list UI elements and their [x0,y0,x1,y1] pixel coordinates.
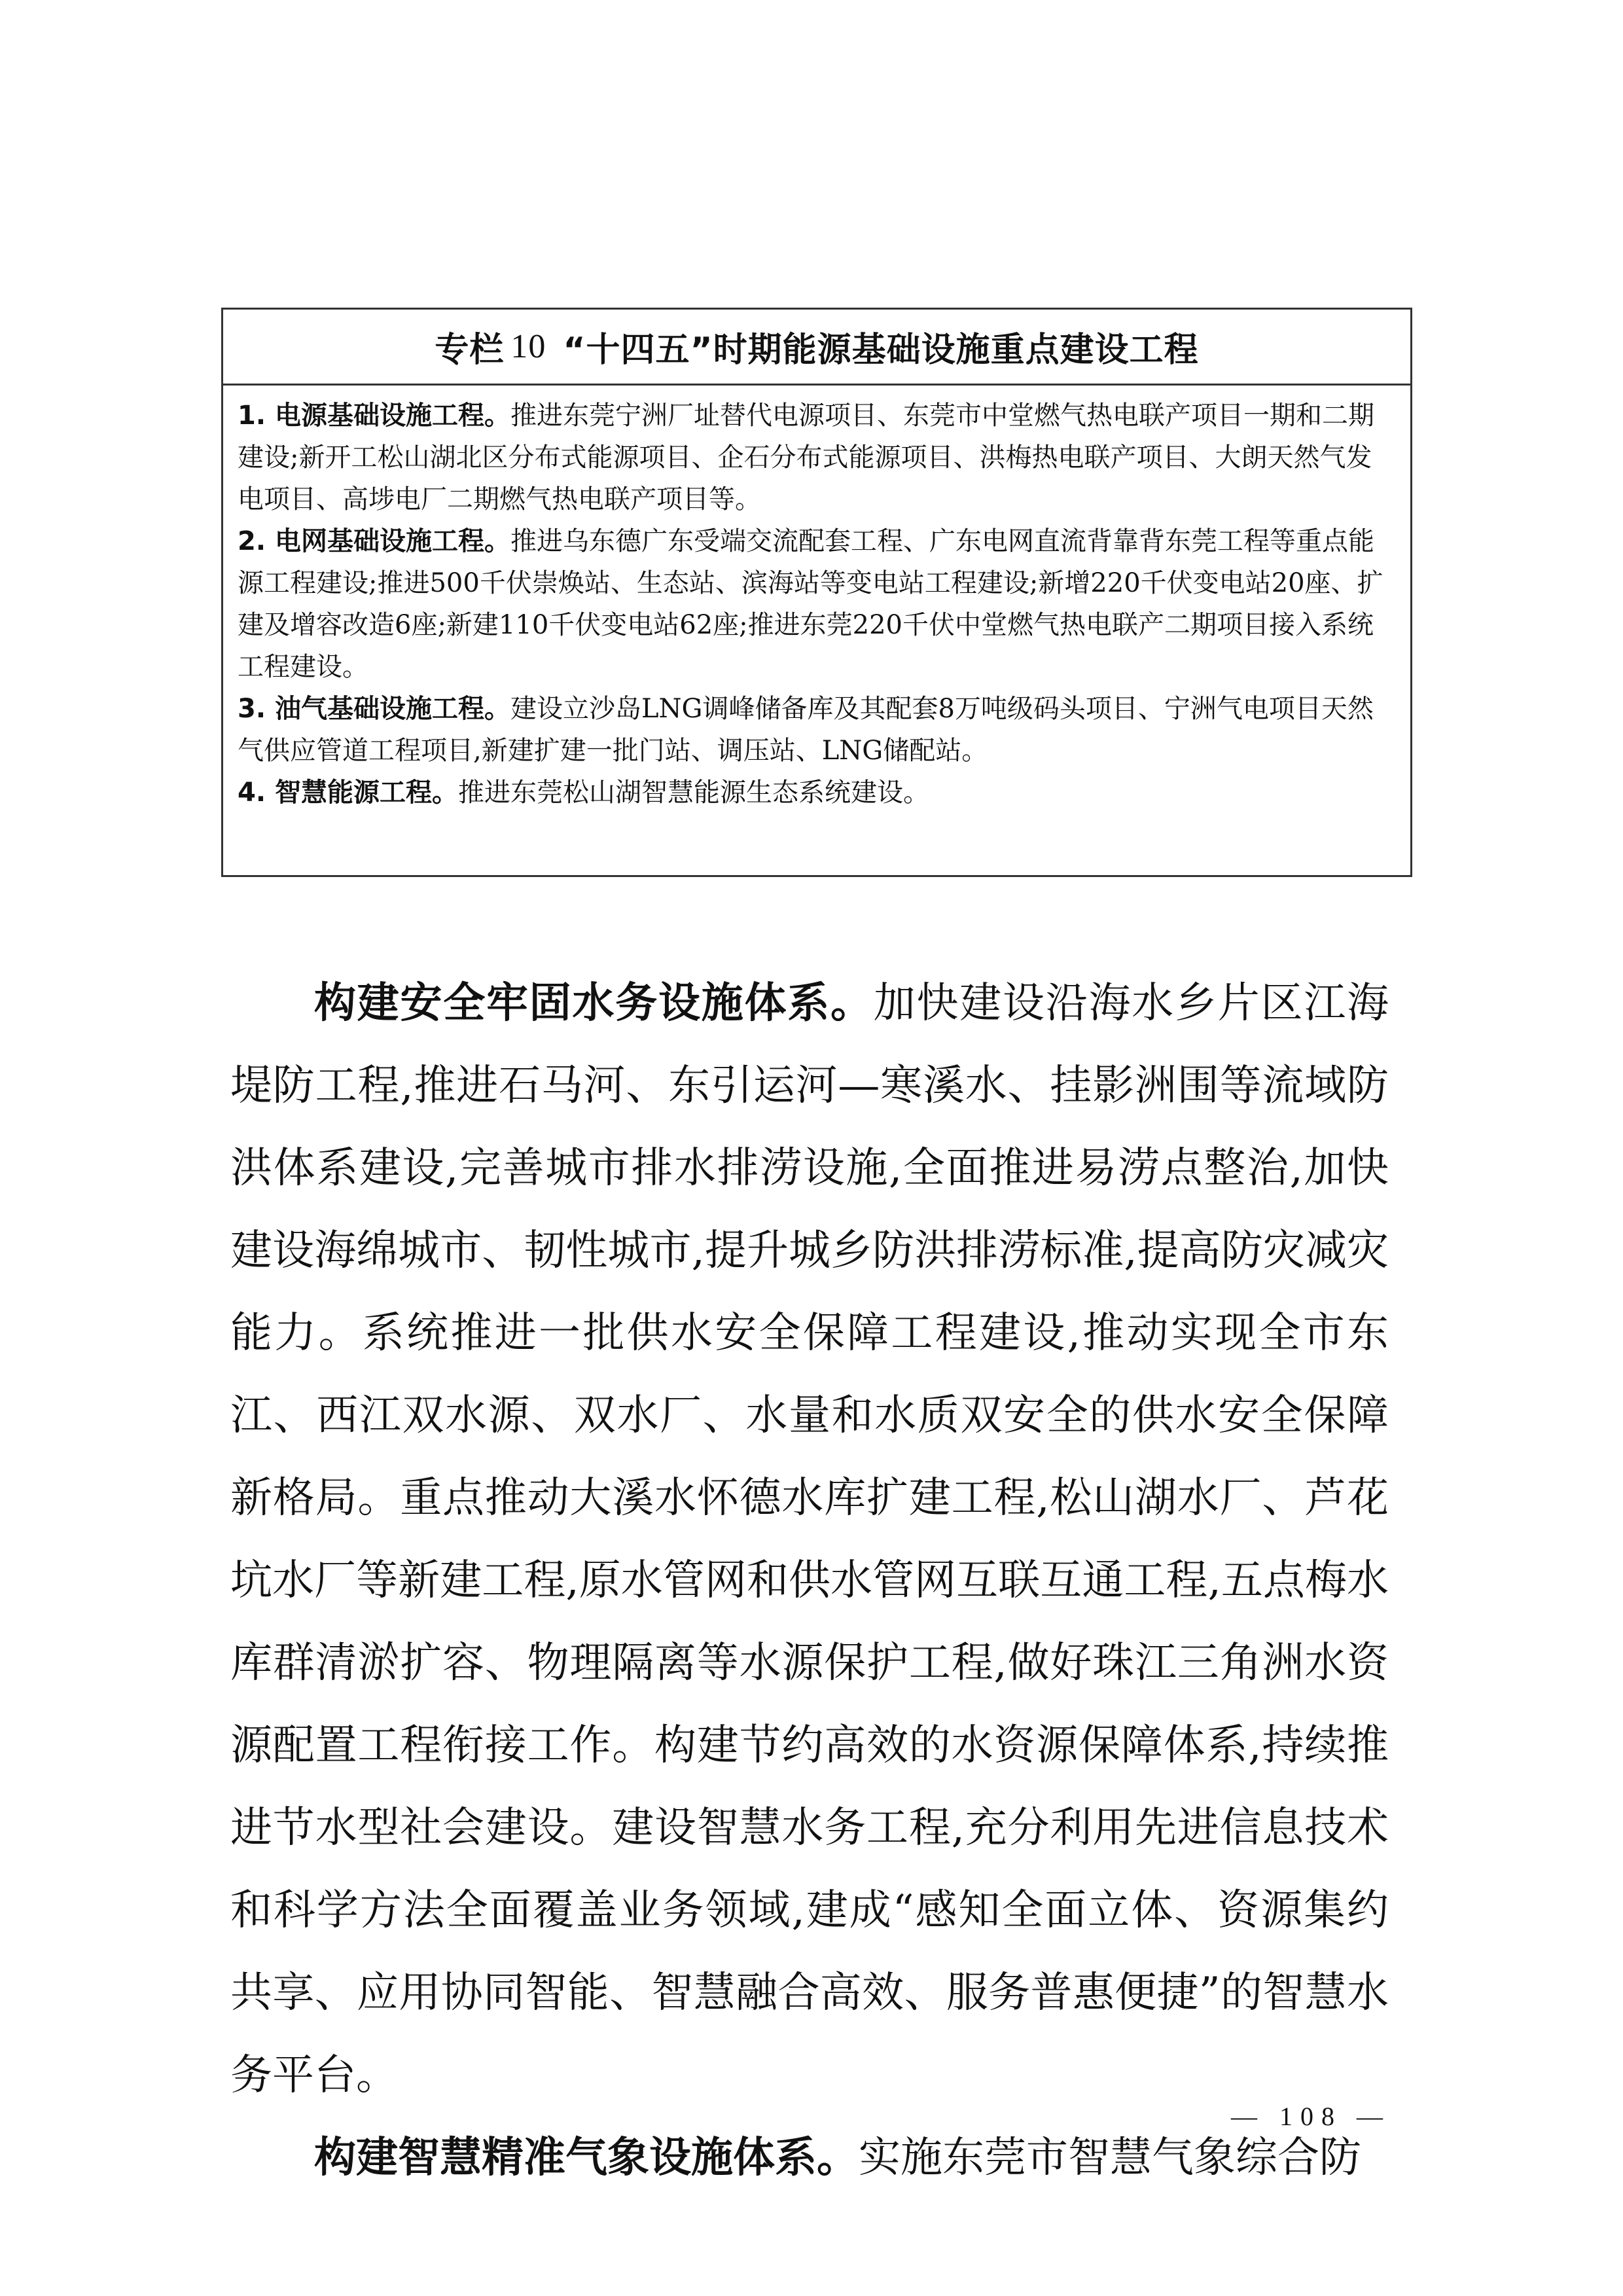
item-heading: 1. 电源基础设施工程。 [238,401,510,431]
page-number: — 108 — [1231,2102,1391,2131]
paragraph-text: 加快建设沿海水乡片区江海堤防工程,推进石马河、东引运河—寒溪水、挂影洲围等流域防洪体系建设,完善城市排水排涝设施,全面推进易涝点整治,加快建设海绵城市、韧性城市,提升城乡防洪排涝标准,提高防灾减灾能力。系统推进一批供水安全保障工程建设,推动实现全市东江、西江双水源、双水厂、水量和水质双安全的供水安全保障新格局。重点推动大溪水怀德水库扩建工程,松山湖水厂、芦花坑水厂等新建工程,原水管网和供水管网互联互通工程,五点梅水库群清淤扩容、物理隔离等水源保护工程,做好珠江三角洲水资源配置工程衔接工作。构建节约高效的水资源保障体系,持续推进节水型社会建设。建设智慧水务工程,充分利用先进信息技术和科学方法全面覆盖业务领域,建成“感知全面立体、资源集约共享、应用协同智能、智慧融合高效、服务普惠便捷”的智慧水务平台。 [230,979,1389,2100]
paragraph [230,2117,1389,2199]
item-heading: 3. 油气基础设施工程。 [238,694,510,724]
column-title [223,310,1410,386]
item-text: 推进东莞松山湖智慧能源生态系统建设。 [457,778,929,808]
column-body [223,386,1410,814]
item-text: 建设立沙岛LNG调峰储备库及其配套8万吨级码头项目、宁洲气电项目天然气供应管道工程项目,新建扩建一批门站、调压站、LNG储配站。 [238,694,1374,766]
column-heading: “十四五”时期能源基础设施重点建设工程 [563,331,1199,370]
column-label: 专栏 [435,331,505,370]
column-box [221,308,1412,877]
paragraph-text: 实施东莞市智慧气象综合防 [859,2134,1361,2182]
column-item [238,520,1396,688]
column-item [238,688,1396,772]
column-item [238,772,1396,814]
paragraph-lead: 构建安全牢固水务设施体系。 [314,979,874,1028]
item-heading: 2. 电网基础设施工程。 [238,526,510,556]
item-text: 推进乌东德广东受端交流配套工程、广东电网直流背靠背东莞工程等重点能源工程建设;推进500千伏崇焕站、生态站、滨海站等变电站工程建设;新增220千伏变电站20座、扩建及增容改造6座;新建110千伏变电站62座;推进东莞220千伏中堂燃气热电联产二期项目接入系统工程建设。 [238,526,1383,682]
column-number: 10 [510,328,546,365]
paragraph [230,962,1389,2117]
body-text [230,962,1389,2199]
item-heading: 4. 智慧能源工程。 [238,778,458,808]
item-text: 推进东莞宁洲厂址替代电源项目、东莞市中堂燃气热电联产项目一期和二期建设;新开工松山湖北区分布式能源项目、企石分布式能源项目、洪梅热电联产项目、大朗天然气发电项目、高埗电厂二期燃气热电联产项目等。 [238,401,1374,514]
column-item [238,395,1396,520]
paragraph-lead: 构建智慧精准气象设施体系。 [314,2134,859,2182]
